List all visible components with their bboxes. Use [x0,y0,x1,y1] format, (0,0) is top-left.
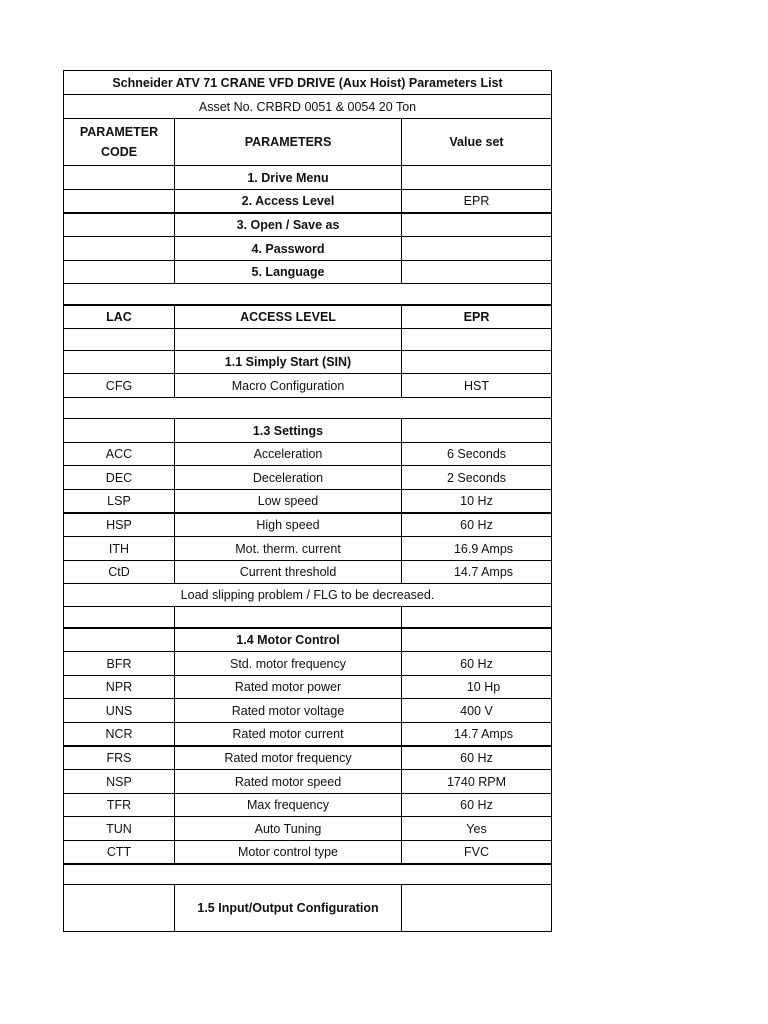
param-name: High speed [175,513,402,537]
param-value: FVC [402,841,552,864]
table-row [64,213,552,237]
table-row [64,699,552,723]
param-value: EPR [402,305,552,329]
empty-cell [64,628,175,652]
param-name: Low speed [175,490,402,513]
section-heading-row [64,351,552,374]
table-row [64,561,552,584]
empty-cell [64,885,175,932]
param-value: 2 Seconds [402,466,552,490]
param-code: NCR [64,723,175,746]
empty-cell [175,329,402,351]
section-heading-row [64,419,552,443]
param-code: ITH [64,537,175,561]
note-row [64,584,552,607]
table-row [64,537,552,561]
table-row [64,513,552,537]
title-row [64,71,552,95]
table-row [64,794,552,817]
param-name: 1. Drive Menu [175,166,402,190]
param-code: HSP [64,513,175,537]
param-value [402,213,552,237]
param-code [64,213,175,237]
param-code: CFG [64,374,175,398]
param-name: Rated motor current [175,723,402,746]
empty-cell [175,607,402,628]
empty-cell [64,351,175,374]
param-value [402,261,552,284]
empty-cell [402,419,552,443]
param-name: Rated motor frequency [175,746,402,770]
param-name: 2. Access Level [175,190,402,213]
section-heading: 1.5 Input/Output Configuration [175,885,402,932]
table-row [64,490,552,513]
table-row [64,841,552,864]
spacer-cell [64,398,552,419]
section-heading: 1.1 Simply Start (SIN) [175,351,402,374]
spacer-row [64,864,552,885]
param-value: Yes [402,817,552,841]
param-name: Current threshold [175,561,402,584]
param-code: LAC [64,305,175,329]
table-row [64,466,552,490]
header-code: PARAMETER CODE [64,119,175,166]
param-code: UNS [64,699,175,723]
param-name: 5. Language [175,261,402,284]
param-value: 400 V [402,699,552,723]
param-code [64,190,175,213]
param-value: 6 Seconds [402,443,552,466]
table-row [64,817,552,841]
param-name: 4. Password [175,237,402,261]
section-heading-row [64,628,552,652]
spacer-row [64,607,552,628]
param-name: Rated motor speed [175,770,402,794]
section-heading: 1.4 Motor Control [175,628,402,652]
table-row [64,443,552,466]
param-code: FRS [64,746,175,770]
table-row [64,190,552,213]
empty-cell [402,607,552,628]
param-value [402,166,552,190]
table-row [64,166,552,190]
param-value: 10 Hp [402,676,552,699]
asset-row [64,95,552,119]
param-code: NSP [64,770,175,794]
table-row [64,261,552,284]
param-value: 14.7 Amps [402,723,552,746]
param-code [64,261,175,284]
table-row [64,770,552,794]
table-row [64,374,552,398]
param-value: 60 Hz [402,652,552,676]
param-name: Macro Configuration [175,374,402,398]
param-code: CtD [64,561,175,584]
table-row [64,746,552,770]
table-row [64,676,552,699]
empty-cell [402,628,552,652]
empty-cell [402,885,552,932]
param-code: BFR [64,652,175,676]
spacer-row [64,284,552,305]
header-row [64,119,552,166]
spacer-cell [64,864,552,885]
parameters-table [63,70,552,932]
param-name: Deceleration [175,466,402,490]
param-code [64,166,175,190]
param-name: Motor control type [175,841,402,864]
param-name: Acceleration [175,443,402,466]
header-param: PARAMETERS [175,119,402,166]
table-row [64,652,552,676]
param-value: 14.7 Amps [402,561,552,584]
param-code: TUN [64,817,175,841]
param-code: CTT [64,841,175,864]
param-value [402,237,552,261]
param-code: ACC [64,443,175,466]
param-code: LSP [64,490,175,513]
settings-note: Load slipping problem / FLG to be decreased. [64,584,552,607]
param-name: ACCESS LEVEL [175,305,402,329]
param-value: 16.9 Amps [402,537,552,561]
param-value: 60 Hz [402,513,552,537]
spacer-cell [64,284,552,305]
empty-cell [402,329,552,351]
param-name: Mot. therm. current [175,537,402,561]
param-value: 60 Hz [402,794,552,817]
empty-cell [64,607,175,628]
empty-row [64,329,552,351]
header-value: Value set [402,119,552,166]
table-row [64,723,552,746]
param-name: Rated motor power [175,676,402,699]
param-code: TFR [64,794,175,817]
param-value: 1740 RPM [402,770,552,794]
empty-cell [402,351,552,374]
empty-cell [64,419,175,443]
spacer-row [64,398,552,419]
param-code [64,237,175,261]
param-value: 10 Hz [402,490,552,513]
param-name: Auto Tuning [175,817,402,841]
section-heading: 1.3 Settings [175,419,402,443]
empty-cell [64,329,175,351]
param-name: Max frequency [175,794,402,817]
param-name: Std. motor frequency [175,652,402,676]
asset-number: Asset No. CRBRD 0051 & 0054 20 Ton [64,95,552,119]
param-value: HST [402,374,552,398]
access-row [64,305,552,329]
param-value: EPR [402,190,552,213]
section-heading-row [64,885,552,932]
param-name: Rated motor voltage [175,699,402,723]
param-value: 60 Hz [402,746,552,770]
sheet-title: Schneider ATV 71 CRANE VFD DRIVE (Aux Hoist) Parameters List [64,71,552,95]
param-code: NPR [64,676,175,699]
param-code: DEC [64,466,175,490]
param-name: 3. Open / Save as [175,213,402,237]
table-row [64,237,552,261]
